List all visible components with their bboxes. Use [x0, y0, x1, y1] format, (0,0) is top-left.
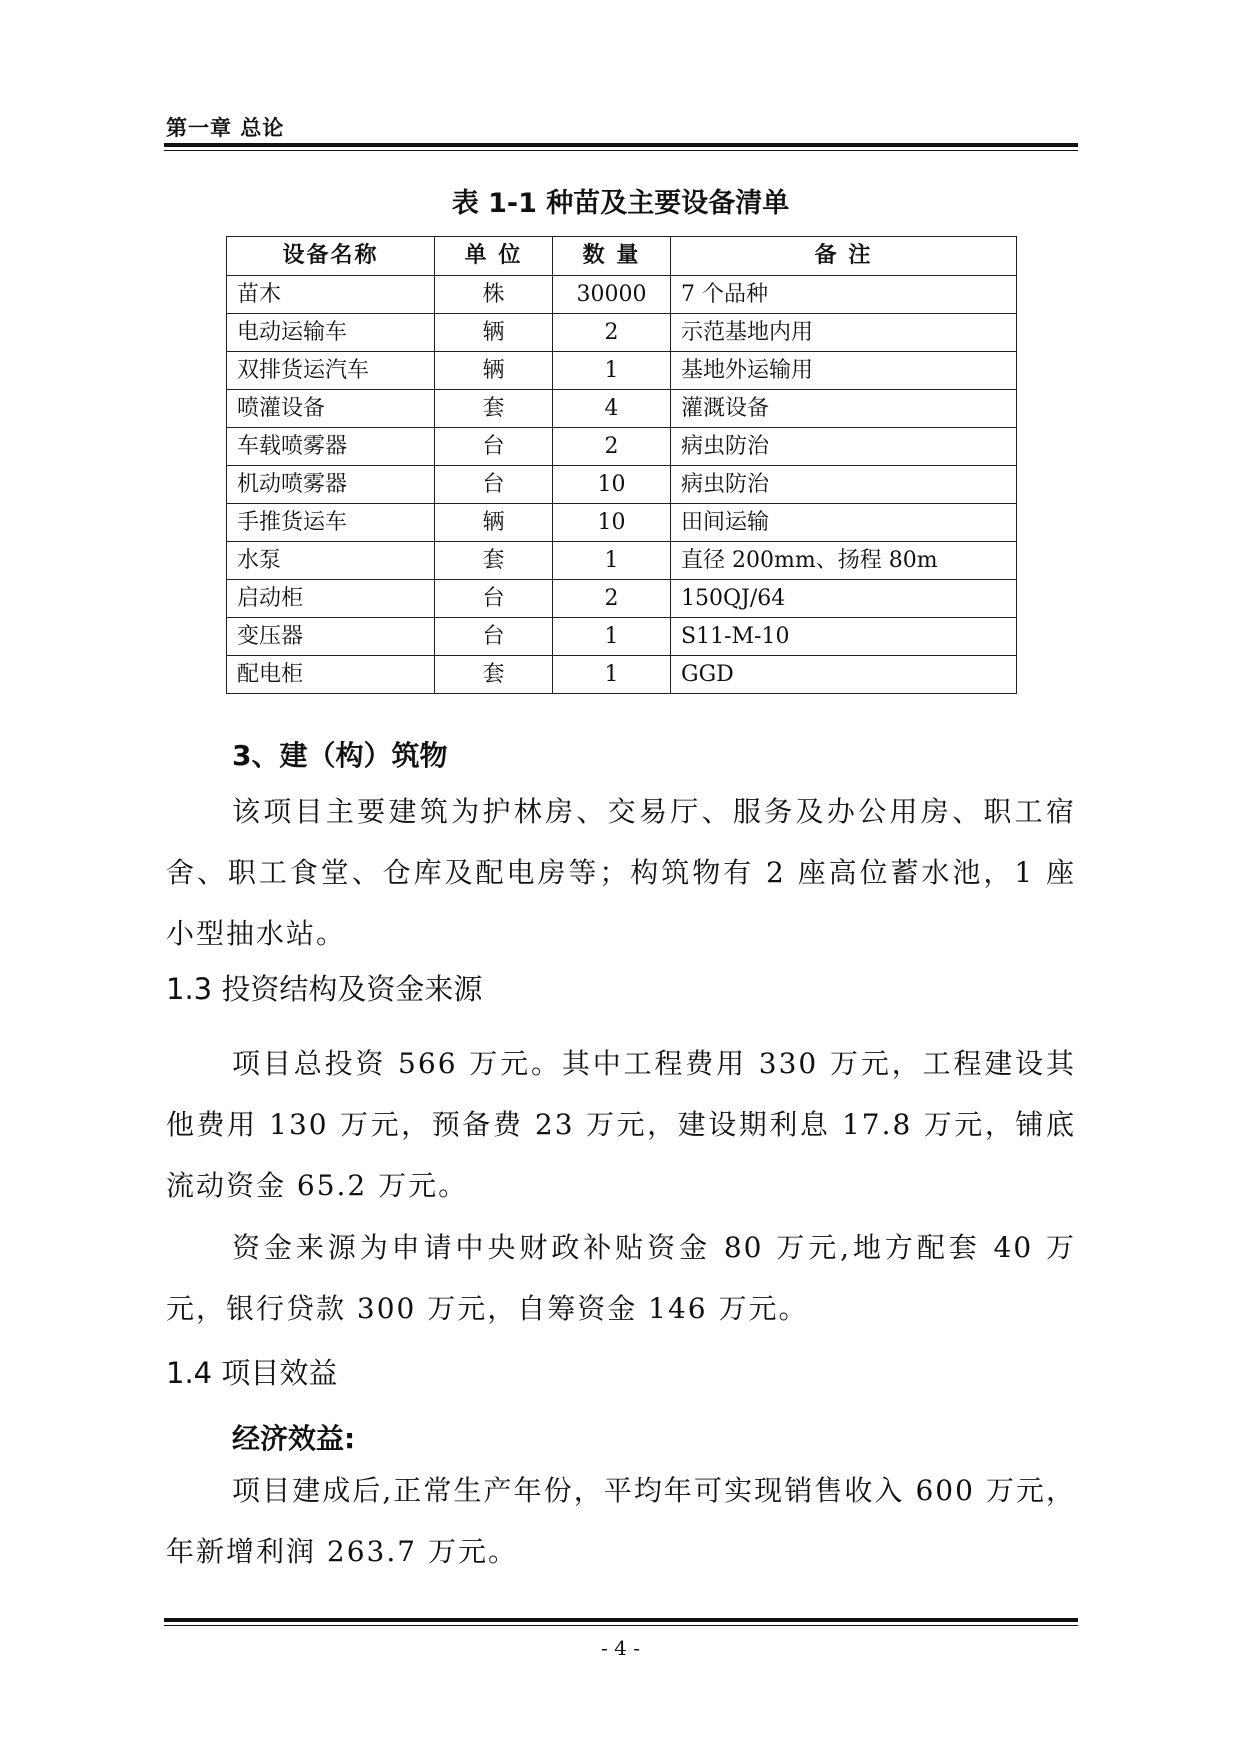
table-cell: 1: [553, 656, 671, 694]
table-cell: GGD: [671, 656, 1017, 694]
table-cell: 灌溉设备: [671, 390, 1017, 428]
page-number: - 4 -: [601, 1636, 640, 1660]
table-cell: 车载喷雾器: [227, 428, 435, 466]
column-header: 单 位: [435, 237, 553, 276]
chapter-header: 第一章 总论: [166, 116, 285, 140]
table-row: [227, 276, 1017, 314]
table-header-row: [227, 237, 1017, 276]
table-cell: 手推货运车: [227, 504, 435, 542]
table-row: [227, 618, 1017, 656]
table-cell: 套: [435, 390, 553, 428]
table-caption: 表 1-1 种苗及主要设备清单: [451, 188, 790, 219]
table-cell: 田间运输: [671, 504, 1017, 542]
table-cell: 辆: [435, 504, 553, 542]
table-cell: 套: [435, 656, 553, 694]
paragraph-economic-benefit: 项目建成后,正常生产年份，平均年可实现销售收入 600 万元，年新增利润 263.7 万元。: [166, 1474, 1076, 1568]
table-cell: 10: [553, 466, 671, 504]
table-row: [227, 466, 1017, 504]
table-cell: 病虫防治: [671, 466, 1017, 504]
table-cell: 病虫防治: [671, 428, 1017, 466]
table-row: [227, 352, 1017, 390]
table-cell: 变压器: [227, 618, 435, 656]
column-header: 设备名称: [227, 237, 435, 276]
table-cell: 配电柜: [227, 656, 435, 694]
table-cell: 辆: [435, 314, 553, 352]
table-cell: 1: [553, 542, 671, 580]
table-cell: 4: [553, 390, 671, 428]
table-cell: 基地外运输用: [671, 352, 1017, 390]
table-cell: 1: [553, 618, 671, 656]
table-cell: 7 个品种: [671, 276, 1017, 314]
table-cell: 直径 200mm、扬程 80m: [671, 542, 1017, 580]
table-cell: 2: [553, 314, 671, 352]
equipment-table: [226, 236, 1017, 694]
table-row: [227, 580, 1017, 618]
table-cell: 台: [435, 618, 553, 656]
table-cell: 2: [553, 428, 671, 466]
paragraph-investment-source: 资金来源为申请中央财政补贴资金 80 万元,地方配套 40 万元，银行贷款 300 万元，自筹资金 146 万元。: [166, 1231, 1076, 1325]
header-rule-thin: [164, 150, 1078, 151]
table-cell: 启动柜: [227, 580, 435, 618]
table-cell: 台: [435, 428, 553, 466]
section-heading-investment: 1.3 投资结构及资金来源: [166, 972, 483, 1006]
table-cell: 10: [553, 504, 671, 542]
table-row: [227, 542, 1017, 580]
section-heading-buildings: 3、建（构）筑物: [232, 739, 448, 772]
footer-rule-thick: [164, 1618, 1078, 1622]
table-cell: 机动喷雾器: [227, 466, 435, 504]
column-header: 数 量: [553, 237, 671, 276]
table-row: [227, 428, 1017, 466]
column-header: 备 注: [671, 237, 1017, 276]
table-cell: 株: [435, 276, 553, 314]
table-row: [227, 314, 1017, 352]
table-row: [227, 656, 1017, 694]
header-rule-thick: [164, 143, 1078, 147]
table-cell: 1: [553, 352, 671, 390]
table-cell: 电动运输车: [227, 314, 435, 352]
table-cell: S11-M-10: [671, 618, 1017, 656]
table-cell: 台: [435, 466, 553, 504]
table-cell: 示范基地内用: [671, 314, 1017, 352]
table-row: [227, 504, 1017, 542]
table-cell: 套: [435, 542, 553, 580]
table-cell: 水泵: [227, 542, 435, 580]
table-cell: 喷灌设备: [227, 390, 435, 428]
section-heading-benefit: 1.4 项目效益: [166, 1356, 338, 1390]
paragraph-buildings: 该项目主要建筑为护林房、交易厅、服务及办公用房、职工宿舍、职工食堂、仓库及配电房等；构筑物有 2 座高位蓄水池，1 座小型抽水站。: [166, 795, 1076, 950]
table-cell: 2: [553, 580, 671, 618]
paragraph-investment-total: 项目总投资 566 万元。其中工程费用 330 万元，工程建设其他费用 130 万元，预备费 23 万元，建设期利息 17.8 万元，铺底流动资金 65.2 万元。: [166, 1047, 1076, 1202]
table-cell: 双排货运汽车: [227, 352, 435, 390]
table-cell: 辆: [435, 352, 553, 390]
table-cell: 150QJ/64: [671, 580, 1017, 618]
table-row: [227, 390, 1017, 428]
table-cell: 苗木: [227, 276, 435, 314]
table-cell: 30000: [553, 276, 671, 314]
subheading-economic-benefit: 经济效益:: [232, 1422, 356, 1455]
table-cell: 台: [435, 580, 553, 618]
footer-rule-thin: [164, 1625, 1078, 1626]
